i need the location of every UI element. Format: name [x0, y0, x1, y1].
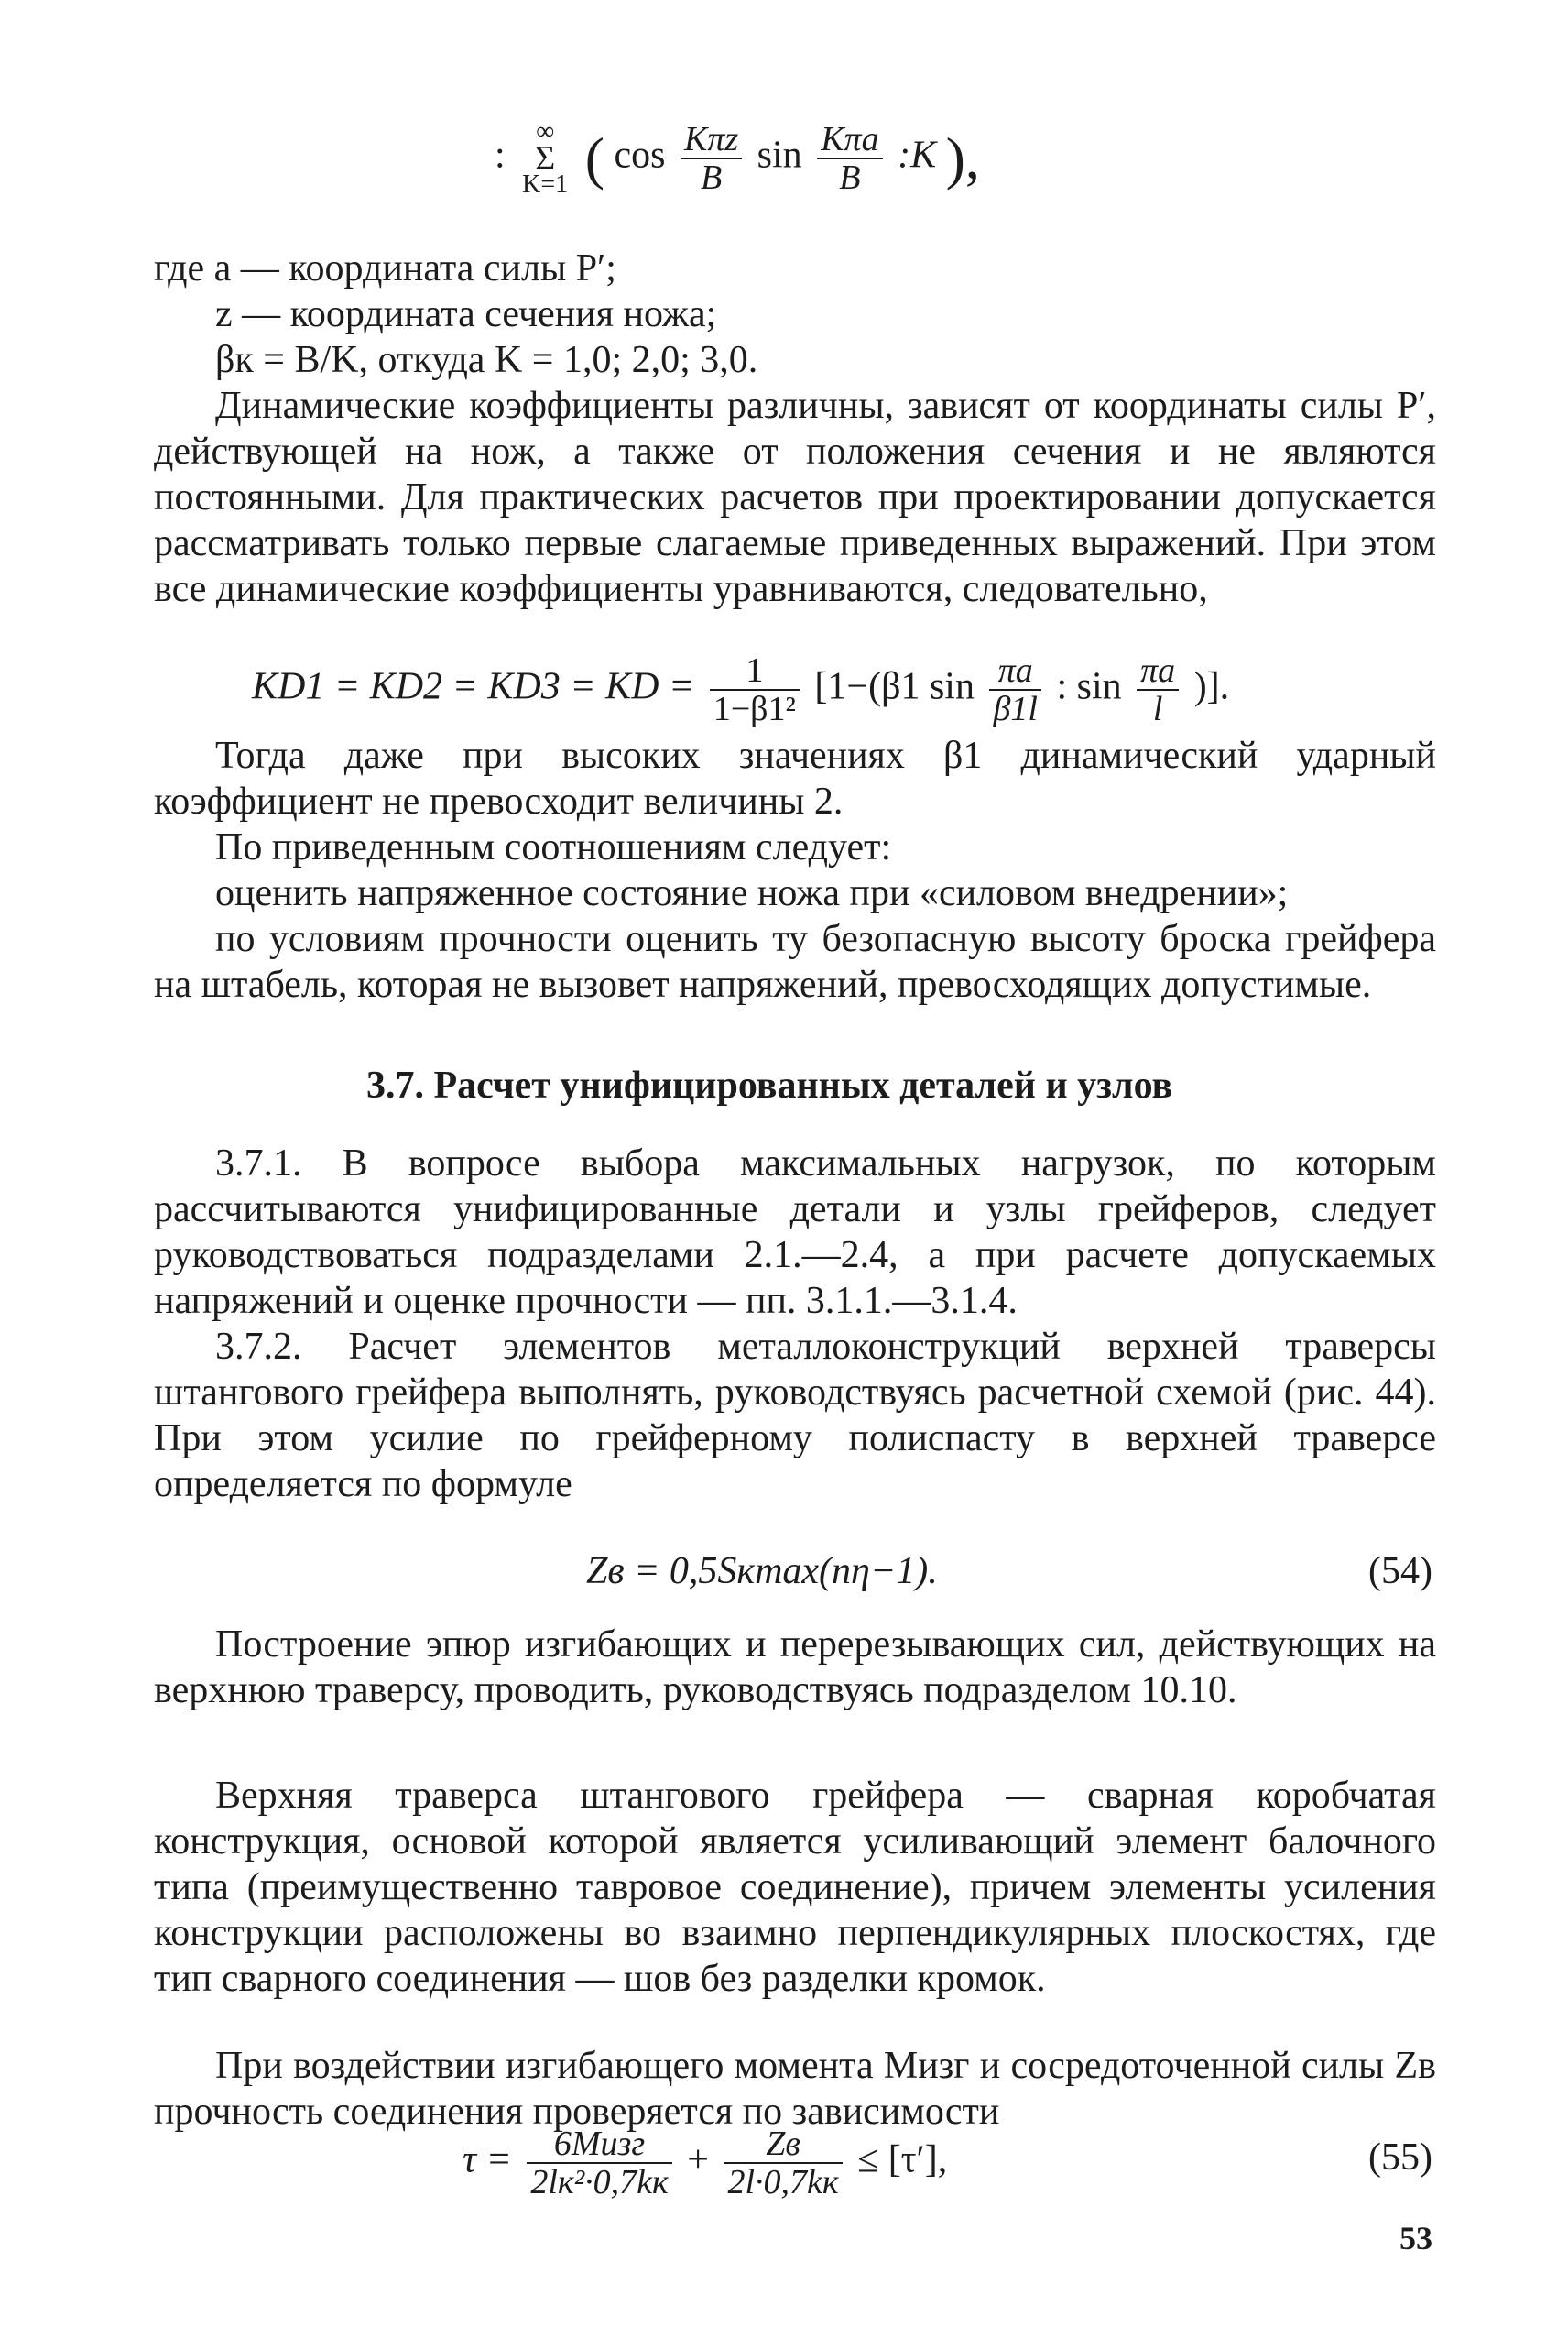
- cos-label: cos: [614, 134, 666, 177]
- fraction-denominator: 1−β1²: [713, 690, 796, 728]
- fraction-numerator: 6Mизг: [527, 2125, 671, 2164]
- fraction-numerator: Zв: [724, 2125, 842, 2164]
- formula-54: [586, 1548, 938, 1594]
- fraction-pi-a-beta-l: [989, 652, 1040, 727]
- fraction-numerator: Kπz: [681, 121, 742, 159]
- fraction-numerator: πa: [989, 652, 1040, 691]
- paragraph-evaluate-state: оценить напряженное состояние ножа при «силовом внедрении»;: [215, 872, 1289, 914]
- sum-upper-limit: ∞: [536, 117, 555, 146]
- bracket-open: [1−(β1 sin: [814, 665, 975, 708]
- fraction-denominator: l: [1152, 690, 1163, 728]
- equation-number-54: (54): [1368, 1550, 1432, 1592]
- section-heading: 3.7. Расчет унифицированных деталей и узлов: [366, 1065, 1173, 1107]
- paragraph-traverse: Верхняя траверса штангового грейфера — сварная коробчатая конструкция, основой которой является усиливающий элемент балочного типа (преимущественно тавровое соединение), причем элементы усиления конструкции расположены во взаимно перпендикулярных плоскостях, где тип сварного соединения — шов без разделки кромок.: [154, 1775, 1436, 2000]
- fraction-force: [724, 2125, 842, 2201]
- formula-55: [463, 2125, 947, 2201]
- fraction-numerator: 1: [710, 652, 800, 691]
- page-number: 53: [1399, 2220, 1432, 2256]
- close-paren: ),: [945, 126, 980, 191]
- fraction-sin-arg: [817, 121, 882, 196]
- definition-z: z — координата сечения ножа;: [215, 293, 717, 335]
- colon-symbol: :: [495, 134, 506, 177]
- formula-55-rhs: ≤ [τ′],: [857, 2138, 948, 2181]
- fraction-denominator: B: [700, 158, 723, 197]
- paragraph-3-7-1: 3.7.1. В вопросе выбора максимальных нагрузок, по которым рассчитываются унифицированные детали и узлы грейферов, следует руководствоваться подразделами 2.1.—2.4, а при расчете допускаемых напряжений и оценке прочности — пп. 3.1.1.—3.1.4.: [154, 1142, 1436, 1322]
- paragraph-safe-height: по условиям прочности оценить ту безопасную высоту броска грейфера на штабель, которая не вызовет напряжений, превосходящих допустимые.: [154, 918, 1436, 1006]
- series-formula: [495, 119, 980, 198]
- paragraph-bending-moment: При воздействии изгибающего момента Mизг и сосредоточенной силы Zв прочность соединения проверяется по зависимости: [154, 2045, 1436, 2133]
- fraction-moment: [527, 2125, 671, 2201]
- fraction-numerator: Kπa: [817, 121, 882, 159]
- paragraph-high-values: Тогда даже при высоких значениях β1 динамический ударный коэффициент не превосходит величины 2.: [154, 735, 1436, 823]
- fraction-cos-arg: [681, 121, 742, 196]
- sin-label: sin: [757, 134, 802, 177]
- fraction-denominator: 2l·0,7kк: [727, 2163, 839, 2201]
- fraction-numerator: πa: [1137, 652, 1179, 691]
- summation: [522, 119, 568, 198]
- plus-sign: +: [687, 2138, 709, 2181]
- paragraph-diagrams: Построение эпюр изгибающих и перерезывающих сил, действующих на верхнюю траверсу, проводить, руководствуясь подразделом 10.10.: [154, 1623, 1436, 1711]
- kd-lhs: KD1 = KD2 = KD3 = KD =: [252, 665, 695, 708]
- fraction-denominator: 2lк²·0,7kк: [530, 2163, 669, 2201]
- sin-divider: : sin: [1056, 665, 1122, 708]
- formula-tail: :K: [898, 134, 937, 177]
- paragraph-3-7-2: 3.7.2. Расчет элементов металлоконструкций верхней траверсы штангового грейфера выполнять, руководствуясь расчетной схемой (рис. 44). При этом усилие по грейферному полиспасту в верхней траверсе определяется по формуле: [154, 1326, 1436, 1505]
- bracket-close: )].: [1193, 665, 1230, 708]
- formula-54-body: Zв = 0,5Sкmax(nη−1).: [586, 1550, 938, 1592]
- open-paren: (: [584, 126, 604, 191]
- paragraph-relations: По приведенным соотношениям следует:: [215, 826, 892, 869]
- equation-number-55: (55): [1368, 2136, 1432, 2179]
- fraction-denominator: B: [839, 158, 861, 197]
- sigma-symbol: Σ: [535, 139, 556, 178]
- fraction-pi-a-l: [1137, 652, 1179, 727]
- definition-beta: βк = B/K, откуда K = 1,0; 2,0; 3,0.: [215, 339, 758, 381]
- formula-55-lhs: τ =: [463, 2138, 512, 2181]
- definition-a: где a — координата силы P′;: [154, 247, 616, 290]
- paragraph-dynamic-coefficients: Динамические коэффициенты различны, зависят от координаты силы P′, действующей на нож, а также от положения сечения и не являются постоянными. Для практических расчетов при проектировании допускается рассматривать только первые слагаемые приведенных выражений. При этом все динамические коэффициенты уравниваются, следовательно,: [154, 385, 1436, 610]
- fraction-beta: [710, 652, 800, 727]
- sum-lower-limit: K=1: [522, 170, 569, 199]
- kd-formula: [252, 652, 1229, 727]
- fraction-denominator: β1l: [993, 690, 1038, 728]
